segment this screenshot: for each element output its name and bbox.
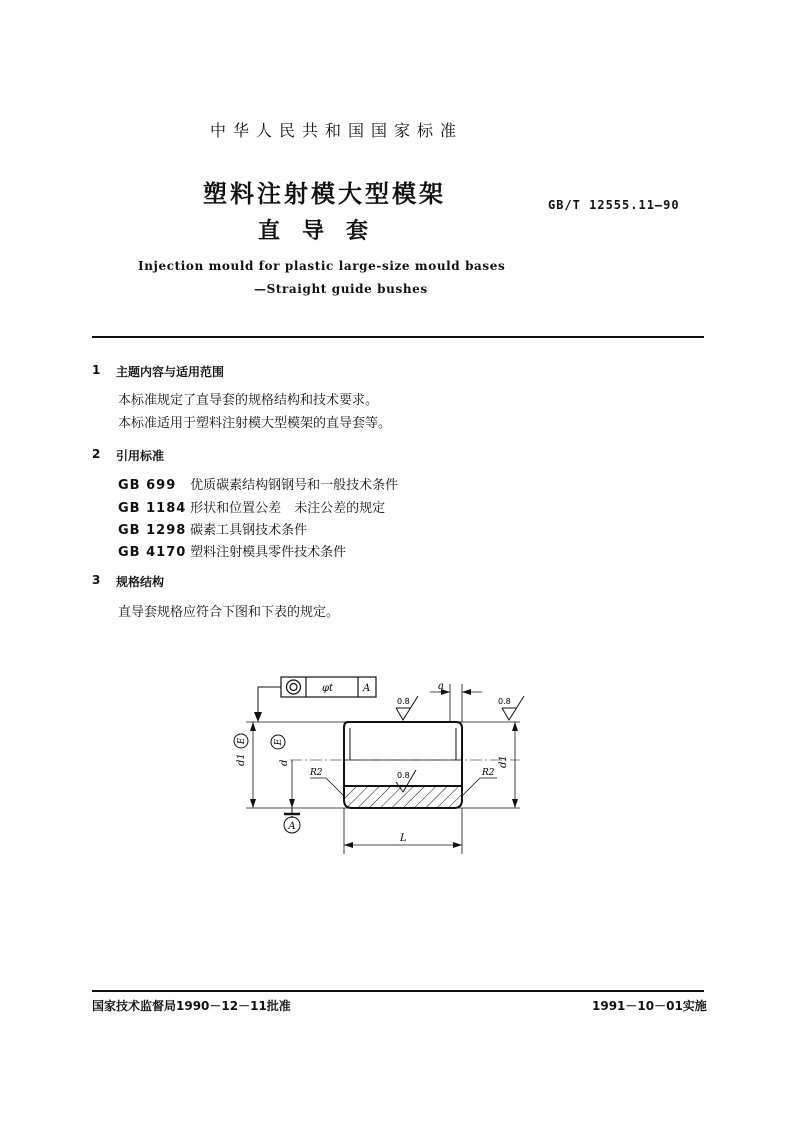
roughness-value: 0.8 xyxy=(498,697,511,706)
radius-label: R2 xyxy=(310,768,323,778)
standard-number: GB/T 12555.11—90 xyxy=(548,198,680,212)
tolerance-value: φt xyxy=(322,683,334,694)
tolerance-datum: A xyxy=(363,683,371,694)
concentricity-icon xyxy=(287,680,301,694)
datum-a xyxy=(284,808,300,833)
d1-label: d1 xyxy=(498,755,509,768)
reference-code: GB 699 xyxy=(118,478,177,493)
radius-label: R2 xyxy=(482,768,495,778)
section-1-paragraph-2: 本标准适用于塑料注射模大型模架的直导套等。 xyxy=(118,416,392,431)
tolerance-frame xyxy=(254,677,376,722)
reference-code: GB 4170 xyxy=(118,545,187,560)
bush-body xyxy=(290,722,520,808)
d1-dimension-right xyxy=(498,722,518,808)
section-1-paragraph-1: 本标准规定了直导套的规格结构和技术要求。 xyxy=(118,393,379,408)
roughness-symbol-right xyxy=(498,696,524,720)
reference-text: 塑料注射模具零件技术条件 xyxy=(190,545,347,560)
roughness-symbol-top xyxy=(396,696,418,720)
english-title-line2: —Straight guide bushes xyxy=(254,282,428,296)
d-label: d xyxy=(279,759,290,766)
fit-label: E xyxy=(237,737,247,745)
section-3-paragraph-1: 直导套规格应符合下图和下表的规定。 xyxy=(118,605,340,620)
roughness-value: 0.8 xyxy=(397,697,410,706)
title-line1: 塑料注射模大型模架 xyxy=(203,180,446,208)
section-3-title: 规格结构 xyxy=(116,575,165,589)
english-title-line1: Injection mould for plastic large-size mould bases xyxy=(138,259,506,273)
d1-label: d1 xyxy=(236,753,247,766)
section-1-title: 主题内容与适用范围 xyxy=(116,365,225,379)
d-dimension xyxy=(271,735,295,808)
footer-rule xyxy=(92,990,704,992)
reference-code: GB 1184 xyxy=(118,501,187,516)
a-dimension xyxy=(430,681,482,722)
reference-text: 优质碳素结构钢钢号和一般技术条件 xyxy=(190,478,399,493)
roughness-value: 0.8 xyxy=(397,771,410,780)
section-1-number: 1 xyxy=(92,363,101,377)
l-dimension xyxy=(344,808,462,854)
l-label: L xyxy=(400,833,407,844)
section-2-title: 引用标准 xyxy=(116,449,165,463)
d1-dimension-left xyxy=(234,722,256,808)
effective-date: 1991－10－01实施 xyxy=(592,999,707,1013)
datum-label: A xyxy=(288,821,296,832)
reference-text: 形状和位置公差 未注公差的规定 xyxy=(190,501,386,516)
fit-label: E xyxy=(274,738,284,746)
approval-date: 国家技术监督局1990－12－11批准 xyxy=(92,999,291,1013)
country-title: 中华人民共和国国家标准 xyxy=(210,121,464,140)
a-label: a xyxy=(438,681,444,692)
reference-text: 碳素工具钢技术条件 xyxy=(190,523,308,538)
section-3-number: 3 xyxy=(92,573,101,587)
reference-code: GB 1298 xyxy=(118,523,187,538)
title-line2: 直 导 套 xyxy=(258,219,369,244)
section-2-number: 2 xyxy=(92,447,101,461)
